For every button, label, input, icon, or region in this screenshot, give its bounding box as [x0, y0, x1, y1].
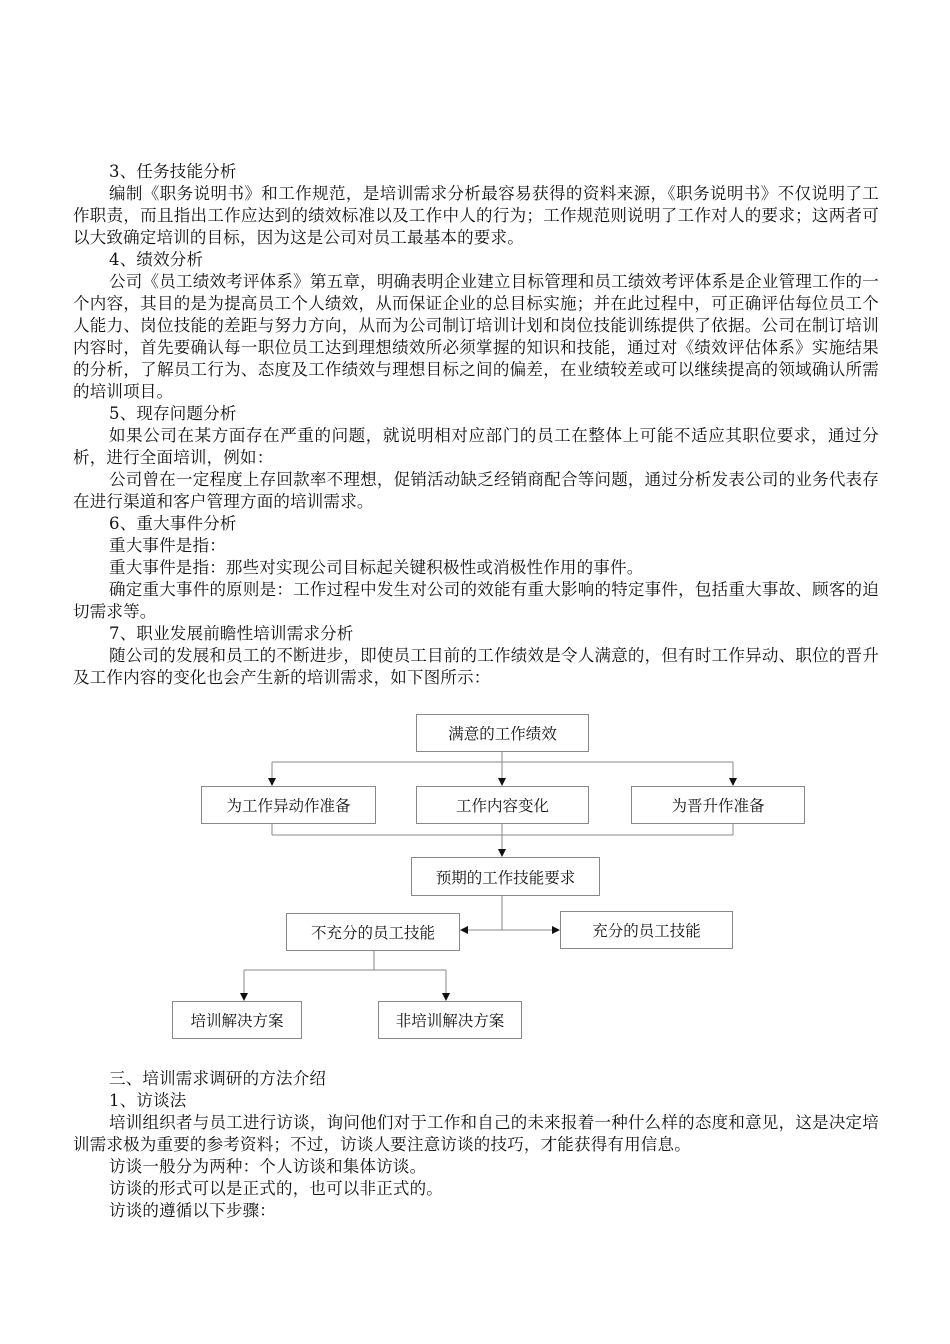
box-promotion-prep: 为晋升作准备 — [631, 786, 805, 824]
box-non-training-solution: 非培训解决方案 — [378, 1001, 522, 1039]
box-satisfied-performance: 满意的工作绩效 — [416, 714, 589, 752]
paragraph-interview-steps: 访谈的遵循以下步骤： — [109, 1201, 276, 1220]
heading-survey-methods: 三、培训需求调研的方法介绍 — [109, 1069, 327, 1088]
paragraph-performance: 公司《员工绩效考评体系》第五章，明确表明企业建立目标管理和员工绩效考评体系是企业管理工作的一个内容，其目的是为提高员工个人绩效，从而保证企业的总目标实施；并在此过程中，可正确评估每位员工个人能力、岗位技能的差距与努力方向，从而为公司制订培训计划和岗位技能训练提供了依据。公司在制订培训内容时，首先要确认每一职位员工达到理想绩效所必须掌握的知识和技能，通过对《绩效评估体系》实施结果的分析，了解员工行为、态度及工作绩效与理想目标之间的偏差，在业绩较差或可以继续提高的领域确认所需的培训项目。 — [73, 272, 879, 401]
paragraph-problem-example: 公司曾在一定程度上存回款率不理想，促销活动缺乏经销商配合等问题，通过分析发表公司的业务代表存在进行渠道和客户管理方面的培训需求。 — [73, 470, 879, 511]
paragraph-interview-forms: 访谈的形式可以是正式的，也可以非正式的。 — [109, 1179, 443, 1198]
box-sufficient-skills: 充分的员工技能 — [560, 911, 733, 949]
heading-task-skill: 3、任务技能分析 — [109, 162, 237, 181]
section-bottom — [73, 1068, 879, 1222]
box-content-change: 工作内容变化 — [416, 786, 589, 824]
paragraph-existing-problems: 如果公司在某方面存在严重的问题，就说明相对应部门的员工在整体上可能不适应其职位要求，通过分析，进行全面培训，例如： — [73, 426, 879, 467]
paragraph-interview-method: 培训组织者与员工进行访谈，询问他们对于工作和自己的未来报着一种什么样的态度和意见，这是决定培训需求极为重要的参考资料；不过，访谈人要注意访谈的技巧，才能获得有用信息。 — [73, 1113, 879, 1154]
heading-existing-problems: 5、现存问题分析 — [109, 404, 237, 423]
paragraph-major-events-definition: 重大事件是指：那些对实现公司目标起关键积极性或消极性作用的事件。 — [109, 558, 644, 577]
box-insufficient-skills: 不充分的员工技能 — [286, 913, 460, 951]
box-job-change-prep: 为工作异动作准备 — [201, 786, 376, 824]
paragraph-major-events-intro: 重大事件是指： — [109, 536, 226, 555]
box-expected-skills: 预期的工作技能要求 — [411, 857, 600, 896]
heading-major-events: 6、重大事件分析 — [109, 514, 237, 533]
paragraph-task-skill: 编制《职务说明书》和工作规范，是培训需求分析最容易获得的资料来源，《职务说明书》不仅说明了工作职责，而且指出工作应达到的绩效标准以及工作中人的行为；工作规范则说明了工作对人的要求；这两者可以大致确定培训的目标，因为这是公司对员工最基本的要求。 — [73, 184, 879, 247]
box-training-solution: 培训解决方案 — [172, 1001, 302, 1039]
paragraph-career-development: 随公司的发展和员工的不断进步，即使员工目前的工作绩效是令人满意的，但有时工作异动、职位的晋升及工作内容的变化也会产生新的培训需求，如下图所示： — [73, 646, 879, 687]
heading-performance: 4、绩效分析 — [109, 250, 204, 269]
heading-interview-method: 1、访谈法 — [109, 1091, 187, 1110]
paragraph-major-events-principle: 确定重大事件的原则是：工作过程中发生对公司的效能有重大影响的特定事件，包括重大事故、顾客的迫切需求等。 — [73, 580, 879, 621]
paragraph-interview-types: 访谈一般分为两种：个人访谈和集体访谈。 — [109, 1157, 427, 1176]
heading-career-development: 7、职业发展前瞻性培训需求分析 — [109, 624, 354, 643]
